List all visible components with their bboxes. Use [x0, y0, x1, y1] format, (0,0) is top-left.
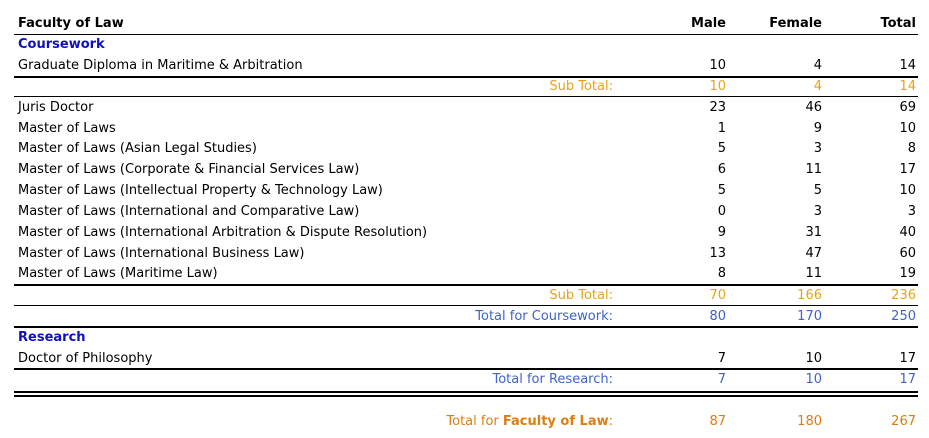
programme-name: Master of Laws (International Business Law)	[18, 246, 305, 261]
total-count: 10	[899, 121, 916, 136]
table-row	[14, 222, 918, 243]
female-count: 170	[797, 309, 822, 324]
female-count: 46	[805, 100, 822, 115]
coursework-total-row	[14, 306, 918, 327]
programme-name: Doctor of Philosophy	[18, 351, 153, 366]
programme-name: Master of Laws	[18, 121, 116, 136]
programme-name: Graduate Diploma in Maritime & Arbitration	[18, 58, 303, 73]
total-count: 250	[891, 309, 916, 324]
total-count: 267	[891, 414, 916, 429]
subtotal-label: Sub Total:	[549, 79, 613, 94]
male-count: 10	[709, 58, 726, 73]
table-row	[14, 159, 918, 180]
female-count: 10	[805, 372, 822, 387]
female-count: 3	[813, 204, 822, 219]
female-count: 5	[813, 183, 822, 198]
total-count: 40	[899, 225, 916, 240]
male-count: 5	[717, 141, 726, 156]
total-count: 10	[899, 183, 916, 198]
total-count: 3	[907, 204, 916, 219]
table-row	[14, 97, 918, 118]
male-count: 87	[709, 414, 726, 429]
male-count: 80	[709, 309, 726, 324]
female-count: 11	[805, 162, 822, 177]
faculty-heading: Faculty of Law	[18, 16, 124, 31]
male-count: 9	[717, 225, 726, 240]
programme-name: Master of Laws (Asian Legal Studies)	[18, 141, 257, 156]
section-heading-coursework	[14, 34, 918, 55]
female-count: 47	[805, 246, 822, 261]
female-count: 4	[813, 79, 822, 94]
programme-name: Juris Doctor	[18, 100, 94, 115]
male-count: 5	[717, 183, 726, 198]
section-title: Research	[18, 330, 86, 345]
subtotal-row	[14, 285, 918, 306]
total-count: 14	[899, 79, 916, 94]
grand-total-label	[446, 411, 613, 432]
table-row	[14, 180, 918, 201]
total-count: 17	[899, 372, 916, 387]
male-count: 13	[709, 246, 726, 261]
divider	[14, 395, 918, 397]
table-row	[14, 201, 918, 222]
female-count: 10	[805, 351, 822, 366]
subtotal-row	[14, 76, 918, 97]
male-count: 7	[717, 372, 726, 387]
header-row	[14, 13, 918, 34]
female-count: 11	[805, 266, 822, 281]
total-count: 14	[899, 58, 916, 73]
male-count: 23	[709, 100, 726, 115]
divider	[14, 391, 918, 393]
table-row	[14, 118, 918, 139]
total-count: 19	[899, 266, 916, 281]
grand-total-label-suffix: :	[608, 414, 613, 429]
coursework-total-label: Total for Coursework:	[475, 309, 613, 324]
table-row	[14, 243, 918, 264]
female-count: 31	[805, 225, 822, 240]
female-count: 166	[797, 288, 822, 303]
total-count: 236	[891, 288, 916, 303]
programme-name: Master of Laws (International Arbitration & Dispute Resolution)	[18, 225, 428, 240]
total-count: 17	[899, 162, 916, 177]
table-row	[14, 55, 918, 76]
table-row	[14, 263, 918, 284]
female-count: 9	[813, 121, 822, 136]
total-column-header: Total	[880, 16, 916, 31]
male-column-header: Male	[691, 16, 726, 31]
programme-name: Master of Laws (Corporate & Financial Services Law)	[18, 162, 360, 177]
male-count: 8	[717, 266, 726, 281]
male-count: 0	[717, 204, 726, 219]
total-count: 69	[899, 100, 916, 115]
programme-name: Master of Laws (International and Comparative Law)	[18, 204, 360, 219]
total-count: 8	[907, 141, 916, 156]
male-count: 1	[717, 121, 726, 136]
female-column-header: Female	[769, 16, 822, 31]
female-count: 4	[813, 58, 822, 73]
section-heading-research	[14, 327, 918, 348]
total-count: 60	[899, 246, 916, 261]
female-count: 3	[813, 141, 822, 156]
total-count: 17	[899, 351, 916, 366]
grand-total-faculty-name: Faculty of Law	[502, 414, 609, 429]
male-count: 10	[709, 79, 726, 94]
section-title: Coursework	[18, 37, 105, 52]
research-total-row	[14, 369, 918, 390]
subtotal-label: Sub Total:	[549, 288, 613, 303]
male-count: 6	[717, 162, 726, 177]
male-count: 70	[709, 288, 726, 303]
grand-total-label-prefix: Total for	[446, 414, 503, 429]
grand-total-row	[14, 411, 918, 432]
table-row	[14, 348, 918, 369]
male-count: 7	[717, 351, 726, 366]
programme-name: Master of Laws (Intellectual Property & Technology Law)	[18, 183, 383, 198]
table-row	[14, 138, 918, 159]
female-count: 180	[797, 414, 822, 429]
programme-name: Master of Laws (Maritime Law)	[18, 266, 218, 281]
research-total-label: Total for Research:	[492, 372, 613, 387]
